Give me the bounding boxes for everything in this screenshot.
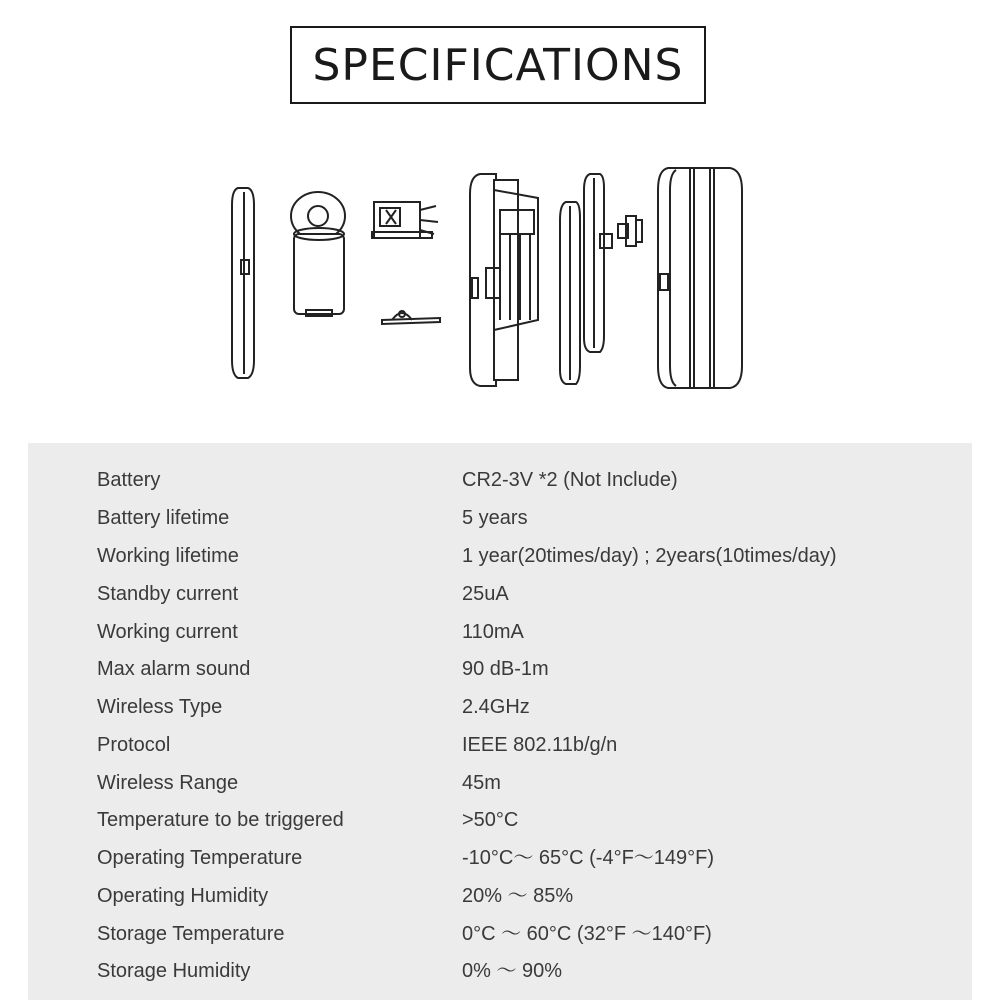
spec-value: 90 dB-1m: [462, 658, 549, 680]
spec-value: 45m: [462, 772, 501, 794]
specifications-panel: [28, 443, 972, 1000]
spec-label: Max alarm sound: [97, 658, 251, 680]
spec-label: Wireless Type: [97, 696, 223, 718]
page-title: SPECIFICATIONS: [312, 39, 684, 91]
spec-row-wireless-type: [28, 688, 972, 726]
spec-row-battery: [28, 461, 972, 499]
spec-value: -10°C～ 65°C (-4°F～149°F): [462, 847, 715, 869]
spec-label: Working lifetime: [97, 545, 239, 567]
spec-row-working-current: [28, 613, 972, 651]
spec-label: Battery: [97, 469, 161, 491]
button-part: [618, 216, 642, 246]
buzzer-module-part: [372, 202, 438, 238]
spec-label: Storage Temperature: [97, 923, 285, 945]
circuit-board-part: [560, 174, 612, 384]
sensor-chip-part: [382, 311, 440, 324]
spec-value: 1 year(20times/day) ; 2years(10times/day): [462, 545, 837, 567]
spec-row-trigger-temperature: [28, 801, 972, 839]
spec-row-max-alarm-sound: [28, 650, 972, 688]
spec-label: Operating Temperature: [97, 847, 303, 869]
spec-value: 20% ～ 85%: [462, 885, 574, 907]
spec-label: Protocol: [97, 734, 171, 756]
front-cover-part: [232, 188, 254, 378]
spec-value: 0% ～ 90%: [462, 960, 563, 982]
spec-value: 25uA: [462, 583, 509, 605]
spec-value: CR2-3V *2 (Not Include): [462, 469, 678, 491]
spec-label: Wireless Range: [97, 772, 239, 794]
mounting-ring-part: [658, 168, 742, 388]
spec-row-working-lifetime: [28, 537, 972, 575]
spec-row-storage-humidity: [28, 952, 972, 990]
spec-row-wireless-range: [28, 764, 972, 802]
spec-label: Standby current: [97, 583, 239, 605]
spec-value: 0°C ～ 60°C (32°F ～140°F): [462, 923, 712, 945]
spec-label: Operating Humidity: [97, 885, 269, 907]
spec-value: 2.4GHz: [462, 696, 530, 718]
spec-row-operating-humidity: [28, 877, 972, 915]
spec-value: >50°C: [462, 809, 519, 831]
spec-row-battery-lifetime: [28, 499, 972, 537]
spec-row-protocol: [28, 726, 972, 764]
battery-part: [291, 192, 345, 316]
spec-value: 5 years: [462, 507, 528, 529]
spec-row-standby-current: [28, 575, 972, 613]
spec-label: Temperature to be triggered: [97, 809, 344, 831]
spec-label: Battery lifetime: [97, 507, 230, 529]
spec-value: 110mA: [462, 621, 524, 643]
spec-row-storage-temperature: [28, 915, 972, 953]
exploded-view-illustration: [0, 150, 1000, 410]
spec-label: Storage Humidity: [97, 960, 251, 982]
spec-label: Working current: [97, 621, 238, 643]
spec-row-operating-temperature: [28, 839, 972, 877]
spec-value: IEEE 802.11b/g/n: [462, 734, 618, 756]
main-housing-part: [470, 174, 538, 386]
title-box: [290, 26, 706, 104]
